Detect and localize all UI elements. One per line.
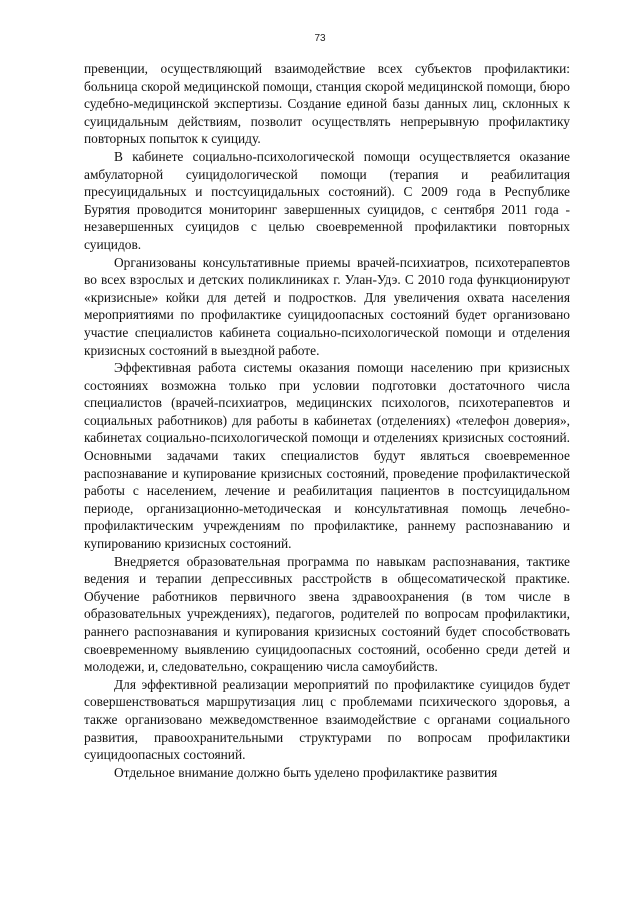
paragraph-routing: Для эффективной реализации мероприятий по профилактике суицидов будет совершенствоваться маршрутизация лиц с проблемами психического здоровья, а также организовано межведомственное взаимодействие с органами социального развития, правоохранительными структурами по вопросам профилактики суицидоопасных состояний.	[84, 676, 570, 763]
paragraph-continuation: превенции, осуществляющий взаимодействие всех субъектов профилактики: больница скорой медицинской помощи, станция скорой медицинской помощи, бюро судебно-медицинской экспертизы. Создание единой базы данных лиц, склонных к суицидальным действиям, позволит осуществлять непрерывную профилактику повторных попыток к суициду.	[84, 61, 570, 147]
paragraph-final: Отдельное внимание должно быть уделено профилактике развития	[114, 764, 498, 780]
paragraph-social-psych-office: В кабинете социально-психологической помощи осуществляется оказание амбулаторной суицидологической помощи (терапия и реабилитация пресуицидальных и постсуицидальных состояний). С 2009 года в Республике Бурятия проводится мониторинг завершенных суицидов, с сентября 2011 года - незавершенных суицидов с целью своевременной профилактики повторных суицидов.	[84, 148, 570, 252]
page-number: 73	[314, 33, 326, 44]
body-text	[84, 60, 570, 781]
paragraph-specialist-training: Эффективная работа системы оказания помощи населению при кризисных состояниях возможна только при условии подготовки достаточного числа специалистов (врачей-психиатров, медицинских психологов, психотерапевтов и социальных работников) для работы в кабинетах (отделениях) «телефон доверия», кабинетах социально-психологической помощи и отделениях кризисных состояний. Основными задачами таких специалистов будут являться своевременное распознавание и купирование кризисных состояний, проведение профилактической работы с населением, лечение и реабилитация пациентов в постсуицидальном периоде, организационно-методическая и консультативная помощь лечебно-профилактическим учреждениям по профилактике, раннему распознаванию и купированию кризисных состояний.	[84, 360, 570, 552]
paragraph-education-program: Внедряется образовательная программа по навыкам распознавания, тактике ведения и терапии депрессивных расстройств в общесоматической практике. Обучение работников первичного звена здравоохранения (в том числе в образовательных учреждениях), педагогов, родителей по вопросам профилактики, раннего распознавания и купирования кризисных состояний будет способствовать своевременному выявлению суицидоопасных состояний, особенно среди детей и молодежи, и, следовательно, сокращению числа самоубийств.	[84, 553, 570, 675]
paragraph-consultations: Организованы консультативные приемы врачей-психиатров, психотерапевтов во всех взрослых и детских поликлиниках г. Улан-Удэ. С 2010 года функционируют «кризисные» койки для детей и подростков. Для увеличения охвата населения мероприятиями по профилактике суицидоопасных состояний будет организовано участие специалистов кабинета социально-психологической помощи и отделения кризисных состояний в выездной работе.	[84, 254, 570, 358]
